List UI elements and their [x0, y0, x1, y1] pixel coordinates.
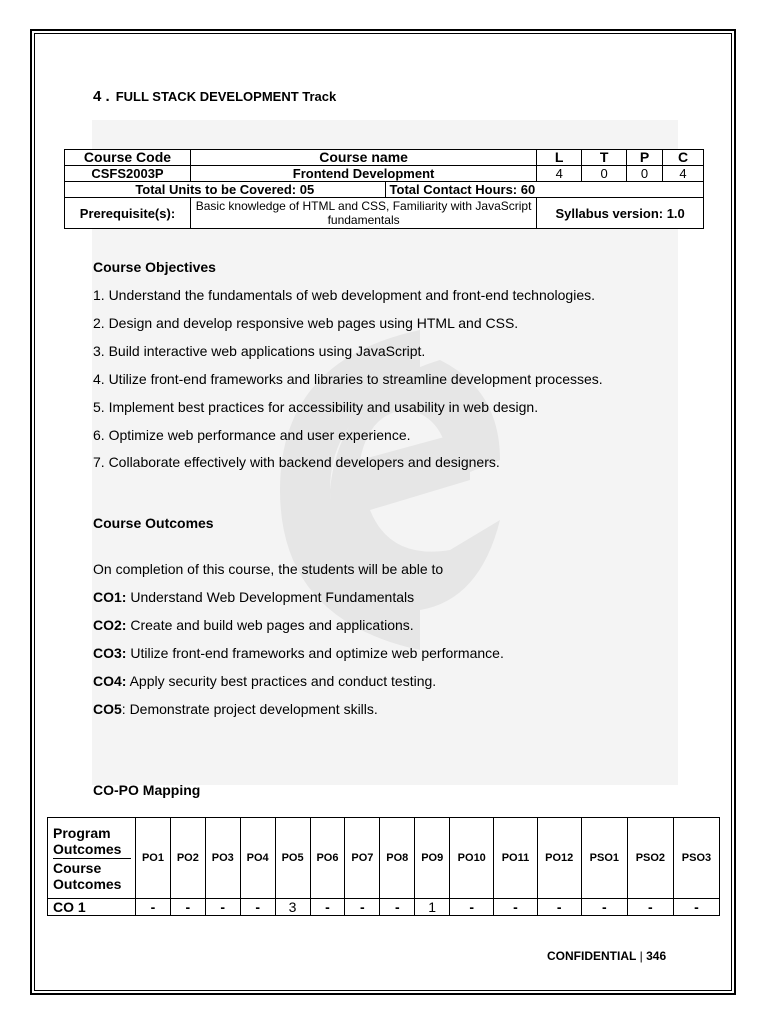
outcome-code: CO5	[93, 701, 122, 717]
objective-item: 4. Utilize front-end frameworks and libraries to streamline development processes.	[93, 371, 603, 387]
po-column-header: PO12	[537, 818, 581, 899]
outcome-item	[93, 617, 414, 633]
po-column-header: PSO2	[627, 818, 673, 899]
mapping-cell: 1	[415, 899, 450, 916]
header-p: P	[627, 150, 663, 166]
mapping-cell: -	[380, 899, 415, 916]
mapping-cell: -	[494, 899, 537, 916]
header-t: T	[582, 150, 627, 166]
header-l: L	[537, 150, 582, 166]
mapping-cell: -	[450, 899, 494, 916]
mapping-cell: -	[170, 899, 205, 916]
value-l: 4	[537, 166, 582, 182]
mapping-header-row	[48, 818, 720, 899]
course-value-row	[65, 166, 704, 182]
total-hours: Total Contact Hours: 60	[385, 182, 703, 198]
value-p: 0	[627, 166, 663, 182]
outcome-code: CO3:	[93, 645, 127, 661]
objective-item: 1. Understand the fundamentals of web development and front-end technologies.	[93, 287, 595, 303]
po-column-header: PO4	[240, 818, 275, 899]
outcomes-title: Course Outcomes	[93, 515, 214, 531]
corner-course-outcomes: Outcomes	[53, 875, 122, 892]
total-units: Total Units to be Covered: 05	[65, 182, 386, 198]
outcome-text: Understand Web Development Fundamentals	[126, 589, 415, 605]
outcome-code: CO2:	[93, 617, 127, 633]
mapping-cell: -	[537, 899, 581, 916]
mapping-row-co1	[48, 899, 720, 916]
mapping-cell: -	[673, 899, 719, 916]
course-totals-row	[65, 182, 704, 198]
track-title: FULL STACK DEVELOPMENT Track	[115, 89, 337, 104]
objective-item: 3. Build interactive web applications using JavaScript.	[93, 343, 426, 359]
course-name: Frontend Development	[190, 166, 536, 182]
mapping-cell: -	[345, 899, 380, 916]
outcomes-intro: On completion of this course, the students will be able to	[93, 561, 444, 577]
objective-item: 5. Implement best practices for accessibility and usability in web design.	[93, 399, 539, 415]
po-column-header: PO6	[310, 818, 345, 899]
po-column-header: PO11	[494, 818, 537, 899]
mapping-cell: -	[205, 899, 240, 916]
mapping-row-label: CO 1	[48, 899, 136, 916]
footer-confidential: CONFIDENTIAL	[547, 949, 637, 963]
mapping-cell: -	[627, 899, 673, 916]
corner-program: Program	[53, 824, 111, 841]
po-column-header: PO9	[415, 818, 450, 899]
header-c: C	[663, 150, 704, 166]
value-c: 4	[663, 166, 704, 182]
value-t: 0	[582, 166, 627, 182]
header-course-code: Course Code	[65, 150, 191, 166]
course-info-table	[64, 149, 704, 229]
outcome-code: CO1:	[93, 589, 127, 605]
track-heading	[93, 88, 336, 105]
po-column-header: PSO1	[581, 818, 627, 899]
prereq-label: Prerequisite(s):	[65, 198, 191, 229]
outcome-text: Apply security best practices and conduct testing.	[126, 673, 437, 689]
po-column-header: PO8	[380, 818, 415, 899]
footer-separator: |	[636, 949, 647, 963]
outcome-text: : Demonstrate project development skills.	[121, 701, 378, 717]
po-column-header: PO10	[450, 818, 494, 899]
outcome-item	[93, 645, 504, 661]
po-column-header: PO3	[205, 818, 240, 899]
outcome-item	[93, 701, 378, 717]
objectives-title: Course Objectives	[93, 259, 216, 275]
outcome-item	[93, 673, 436, 689]
corner-divider	[53, 858, 131, 859]
track-number: 4 .	[93, 88, 110, 105]
course-header-row	[65, 150, 704, 166]
syllabus-version: Syllabus version: 1.0	[537, 198, 704, 229]
outcome-code: CO4:	[93, 673, 127, 689]
course-code: CSFS2003P	[65, 166, 191, 182]
mapping-cell: 3	[275, 899, 310, 916]
prereq-text: Basic knowledge of HTML and CSS, Familiarity with JavaScript fundamentals	[190, 198, 536, 229]
footer-page-number: 346	[646, 949, 667, 963]
co-po-mapping-table	[47, 817, 720, 916]
objective-item: 6. Optimize web performance and user experience.	[93, 427, 411, 443]
objective-item: 2. Design and develop responsive web pages using HTML and CSS.	[93, 315, 519, 331]
page-footer	[547, 949, 666, 963]
outcome-text: Utilize front-end frameworks and optimize web performance.	[126, 645, 504, 661]
outcome-item	[93, 589, 414, 605]
header-course-name: Course name	[190, 150, 536, 166]
po-column-header: PSO3	[673, 818, 719, 899]
mapping-cell: -	[310, 899, 345, 916]
mapping-corner-cell	[48, 818, 136, 899]
po-column-header: PO2	[170, 818, 205, 899]
corner-outcomes: Outcomes	[53, 840, 122, 857]
corner-course: Course	[53, 859, 102, 876]
mapping-cell: -	[240, 899, 275, 916]
mapping-cell: -	[581, 899, 627, 916]
mapping-title: CO-PO Mapping	[93, 782, 201, 798]
po-column-header: PO1	[136, 818, 171, 899]
po-column-header: PO5	[275, 818, 310, 899]
outcome-text: Create and build web pages and applications.	[126, 617, 414, 633]
objective-item: 7. Collaborate effectively with backend developers and designers.	[93, 454, 500, 470]
po-column-header: PO7	[345, 818, 380, 899]
course-prereq-row	[65, 198, 704, 229]
mapping-cell: -	[136, 899, 171, 916]
